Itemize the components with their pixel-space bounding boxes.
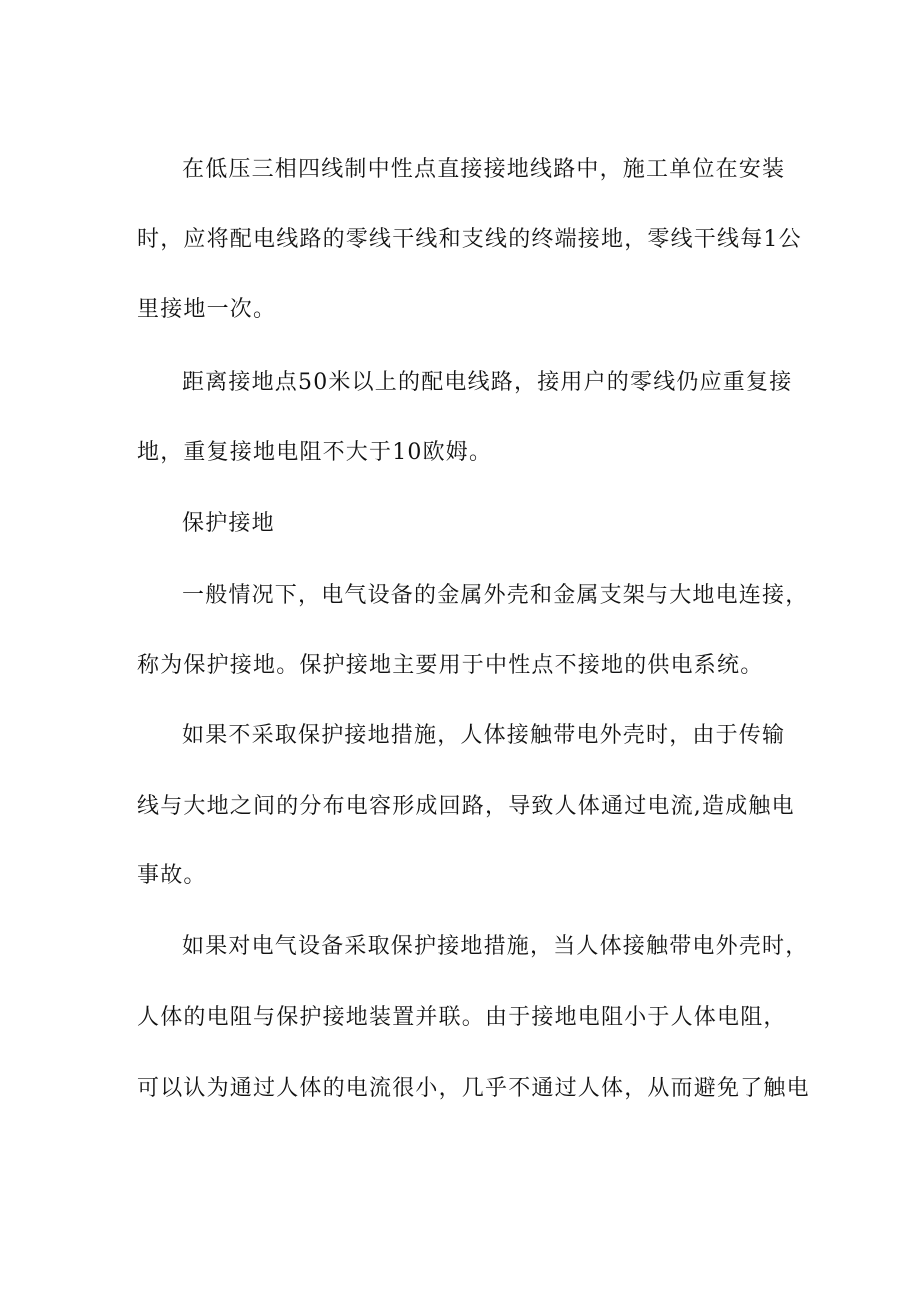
text-line: 时，应将配电线路的零线干线和支线的终端接地，零线干线每1公: [137, 227, 802, 252]
text-line: 在低压三相四线制中性点直接接地线路中，施工单位在安装: [182, 157, 786, 182]
text-line: 里接地一次。: [137, 297, 277, 322]
section-heading: 保护接地: [182, 511, 275, 536]
text-line: 可以认为通过人体的电流很小，几乎不通过人体，从而避免了触电: [137, 1076, 810, 1101]
text-line: 距离接地点50米以上的配电线路，接用户的零线仍应重复接: [182, 370, 793, 395]
text-line: 如果对电气设备采取保护接地措施，当人体接触带电外壳时，: [182, 934, 809, 959]
text-line: 线与大地之间的分布电容形成回路，导致人体通过电流,造成触电: [137, 794, 795, 819]
text-line: 地，重复接地电阻不大于10欧姆。: [137, 440, 493, 465]
text-line: 一般情况下，电气设备的金属外壳和金属支架与大地电连接，: [182, 583, 809, 608]
text-line: 如果不采取保护接地措施，人体接触带电外壳时，由于传输: [182, 723, 786, 748]
text-line: 人体的电阻与保护接地装置并联。由于接地电阻小于人体电阻，: [137, 1005, 787, 1030]
text-line: 称为保护接地。保护接地主要用于中性点不接地的供电系统。: [137, 653, 764, 678]
text-line: 事故。: [137, 863, 207, 888]
